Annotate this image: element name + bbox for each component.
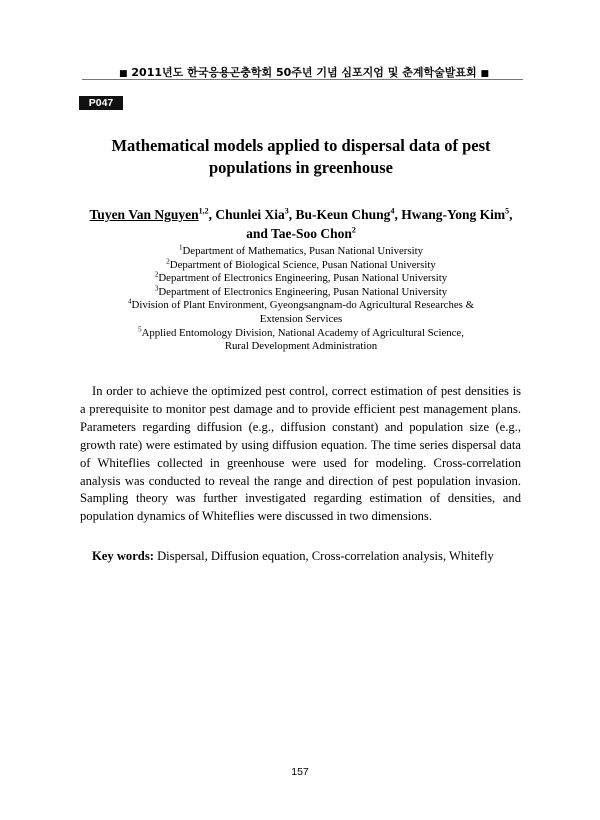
- keywords-text: Dispersal, Diffusion equation, Cross-correlation analysis, Whitefly: [153, 549, 494, 563]
- keywords: [80, 548, 521, 566]
- affiliation-line: [80, 245, 522, 259]
- author-name: and Tae-Soo Chon: [246, 226, 352, 241]
- page-number: 157: [291, 766, 309, 778]
- affil-text: Department of Mathematics, Pusan National University: [182, 245, 423, 257]
- author-affil-mark: 3: [284, 206, 289, 216]
- author-affil-mark: 2: [351, 225, 356, 235]
- affiliation-line: [80, 286, 522, 300]
- poster-id-badge: P047: [79, 96, 123, 110]
- abstract-paragraph: In order to achieve the optimized pest control, correct estimation of pest densities is a prerequisite to monitor pest damage and to provide efficient pest management plans. Parameters regarding diffusion (e.g., diffusion constant) and population size (e.g., growth rate) were estimated by using diffusion equation. The time series dispersal data of Whiteflies collected in greenhouse were used for modeling. Cross-correlation analysis was conducted to reveal the range and direction of pest population invasion. Sampling theory was further investigated regarding estimation of densities, and population dynamics of Whiteflies were discussed in two dimensions.: [80, 384, 521, 524]
- author-affil-mark: 5: [505, 206, 510, 216]
- header-rule: [82, 79, 523, 80]
- author-affil-mark: 4: [390, 206, 395, 216]
- affiliation-line: [80, 340, 522, 354]
- header-right-marker: ■: [480, 69, 489, 79]
- affiliation-line: [80, 313, 522, 327]
- affiliation-line: [80, 324, 522, 341]
- title-line-2: populations in greenhouse: [209, 158, 393, 177]
- author-sep: ,: [509, 207, 513, 222]
- header-left-marker: ■: [119, 69, 128, 79]
- author-line-2: [80, 224, 522, 243]
- paper-title: [80, 135, 522, 179]
- affil-text: Department of Biological Science, Pusan National University: [169, 258, 436, 271]
- affil-mark: 4: [128, 297, 132, 306]
- author-sep: ,: [394, 207, 402, 222]
- affil-text: Extension Services: [259, 312, 343, 325]
- affiliation-list: [80, 245, 522, 354]
- keywords-label: Key words:: [92, 549, 154, 563]
- title-line-1: Mathematical models applied to dispersal data of pest: [111, 136, 491, 155]
- affil-mark: 2: [154, 270, 159, 279]
- affil-text: Rural Development Administration: [224, 340, 378, 353]
- author-line-1: [80, 205, 522, 224]
- affil-text: Department of Electronics Engineering, Pusan National University: [158, 272, 448, 285]
- author-sep: ,: [288, 207, 296, 222]
- affiliation-line: [80, 259, 522, 273]
- affil-mark: 3: [154, 284, 159, 293]
- affil-mark: 2: [166, 257, 170, 265]
- author-name: Chunlei Xia: [215, 207, 285, 222]
- affil-mark: 1: [179, 243, 183, 252]
- affil-text: Division of Plant Environment, Gyeongsangnam-do Agricultural Researches &: [131, 299, 474, 312]
- running-header: [84, 64, 524, 80]
- affil-text: Department of Electronics Engineering, Pusan National University: [158, 285, 448, 298]
- author-affil-mark: 1,2: [198, 206, 209, 216]
- affiliation-line: [80, 272, 522, 286]
- affil-mark: 5: [138, 324, 142, 333]
- author-name: Tuyen Van Nguyen: [89, 207, 199, 222]
- affiliation-line: [80, 299, 522, 313]
- author-sep: ,: [208, 207, 216, 222]
- header-text: 2011년도 한국응용곤충학회 50주년 기념 심포지엄 및 춘계학술발표회: [131, 66, 477, 79]
- author-name: Hwang-Yong Kim: [401, 207, 506, 222]
- author-list: [80, 205, 522, 243]
- author-name: Bu-Keun Chung: [295, 207, 391, 222]
- affil-text: Applied Entomology Division, National Academy of Agricultural Science,: [141, 326, 464, 339]
